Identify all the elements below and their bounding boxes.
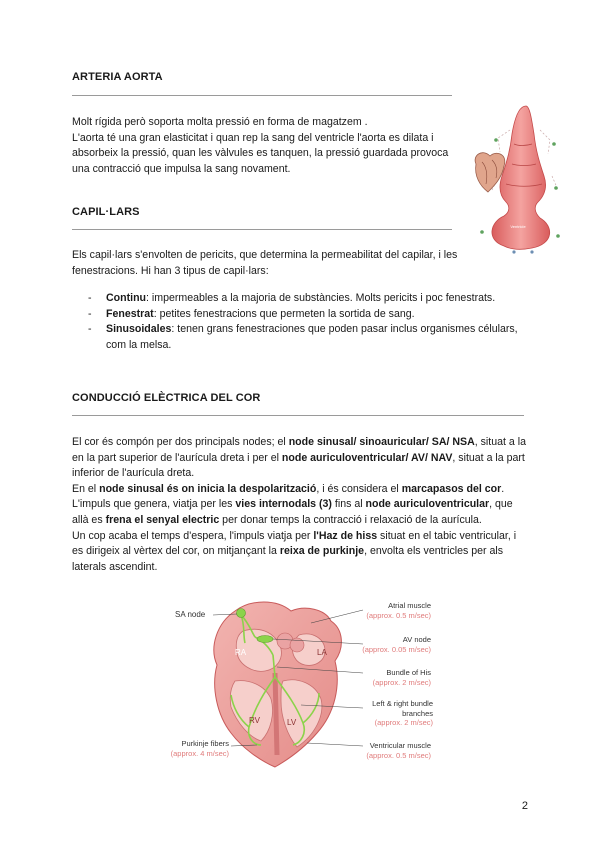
chamber-label-la: LA bbox=[317, 648, 327, 657]
type-term: Fenestrat bbox=[106, 307, 154, 320]
conduction-paragraph: Un cop acaba el temps d'espera, l'impuls viatja per l'Haz de hiss situat en el tabic ventricular, i es dirigeix al vèrtex del cor, on mitjançant la reixa de purkinje, envolta els ventricles per als laterals ascendint. bbox=[72, 529, 517, 573]
conduction-heading: CONDUCCIÓ ELÈCTRICA DEL COR bbox=[72, 392, 261, 404]
chamber-label-lv: LV bbox=[287, 718, 297, 727]
ventricular-muscle-time: (approx. 0.5 m/sec) bbox=[366, 751, 431, 760]
list-bullet: - bbox=[88, 323, 92, 336]
av-node-label: AV node bbox=[402, 635, 431, 644]
sa-node-label: SA node bbox=[175, 610, 206, 619]
aorta-line1: Molt rígida però soporta molta pressió en forma de magatzem . bbox=[72, 116, 368, 128]
purkinje-time: (approx. 4 m/sec) bbox=[170, 749, 229, 758]
capillar-type-continu bbox=[82, 291, 532, 307]
type-term: Sinusoidales bbox=[106, 323, 172, 336]
aorta-ventricle-label: Ventricle bbox=[510, 224, 526, 229]
type-description: : petites fenestracions que permeten la sortida de sang. bbox=[153, 307, 415, 320]
aorta-heading: ARTERIA AORTA bbox=[72, 71, 163, 83]
ventricular-muscle-label: Ventricular muscle bbox=[369, 741, 431, 750]
bundle-of-his-label: Bundle of His bbox=[386, 668, 431, 677]
chamber-label-rv: RV bbox=[249, 716, 260, 725]
capillar-type-sinusoidales bbox=[82, 322, 532, 353]
heart-icon bbox=[214, 602, 342, 767]
page-number: 2 bbox=[521, 800, 528, 812]
bundle-branches-time: (approx. 2 m/sec) bbox=[374, 718, 433, 727]
sa-node-marker bbox=[237, 609, 246, 618]
conduction-paragraph: El cor és compón per dos principals nodes; el node sinusal/ sinoauricular/ SA/ NSA, situat a la en la part superior de l'aurícula dreta i per el node auriculoventricular/ AV/ NAV, situat a la part inferior de l'aurícula dreta. bbox=[72, 436, 526, 480]
aorta-line2: L'aorta té una gran elasticitat i quan rep la sang del ventricle l'aorta es dilata i absorbeix la pressió, quan les vàlvules es tanquen, la pressió guardada provoca una contracció que impulsa la sang novament. bbox=[72, 131, 449, 175]
conduction-paragraph: L'impuls que genera, viatja per les vies internodals (3) fins al node auriculoventricular, que allà es frena el senyal electric per donar temps la contracció i relaxació de la aurícula. bbox=[72, 498, 513, 526]
av-node-marker bbox=[257, 636, 273, 643]
heart-conduction-diagram bbox=[165, 595, 440, 775]
type-description: : impermeables a la majoria de substàncies. Molts pericits i poc fenestrats. bbox=[146, 292, 496, 304]
aorta-text bbox=[72, 115, 454, 177]
capillars-divider bbox=[72, 229, 452, 230]
av-node-time: (approx. 0.05 m/sec) bbox=[362, 645, 431, 654]
atrial-muscle-label: Atrial muscle bbox=[388, 601, 431, 610]
conduction-divider bbox=[72, 415, 524, 416]
purkinje-label: Purkinje fibers bbox=[181, 739, 229, 748]
conduction-text bbox=[72, 435, 528, 575]
capillars-heading: CAPIL·LARS bbox=[72, 206, 140, 218]
capillar-type-fenestrat bbox=[82, 307, 532, 323]
atrial-muscle-time: (approx. 0.5 m/sec) bbox=[366, 611, 431, 620]
conduction-paragraph: En el node sinusal és on inicia la despolarització, i és considera el marcapasos del cor. bbox=[72, 482, 505, 495]
list-bullet: - bbox=[88, 292, 92, 304]
list-bullet: - bbox=[88, 307, 92, 320]
bundle-branches-label: Left & right bundle branches bbox=[372, 699, 433, 718]
chamber-label-ra: RA bbox=[235, 648, 247, 657]
capillar-types-list bbox=[82, 291, 532, 353]
capillars-intro: Els capil·lars s'envolten de pericits, que determina la permeabilitat del capilar, i les fenestracions. Hi han 3 tipus de capil·lars: bbox=[72, 249, 458, 277]
bundle-of-his-time: (approx. 2 m/sec) bbox=[372, 678, 431, 687]
aorta-illustration bbox=[470, 104, 566, 254]
aorta-divider bbox=[72, 95, 452, 96]
type-term: Continu bbox=[106, 292, 147, 304]
type-description: : tenen grans fenestraciones que poden pasar inclus organismes célulars, com la melsa. bbox=[106, 323, 518, 351]
